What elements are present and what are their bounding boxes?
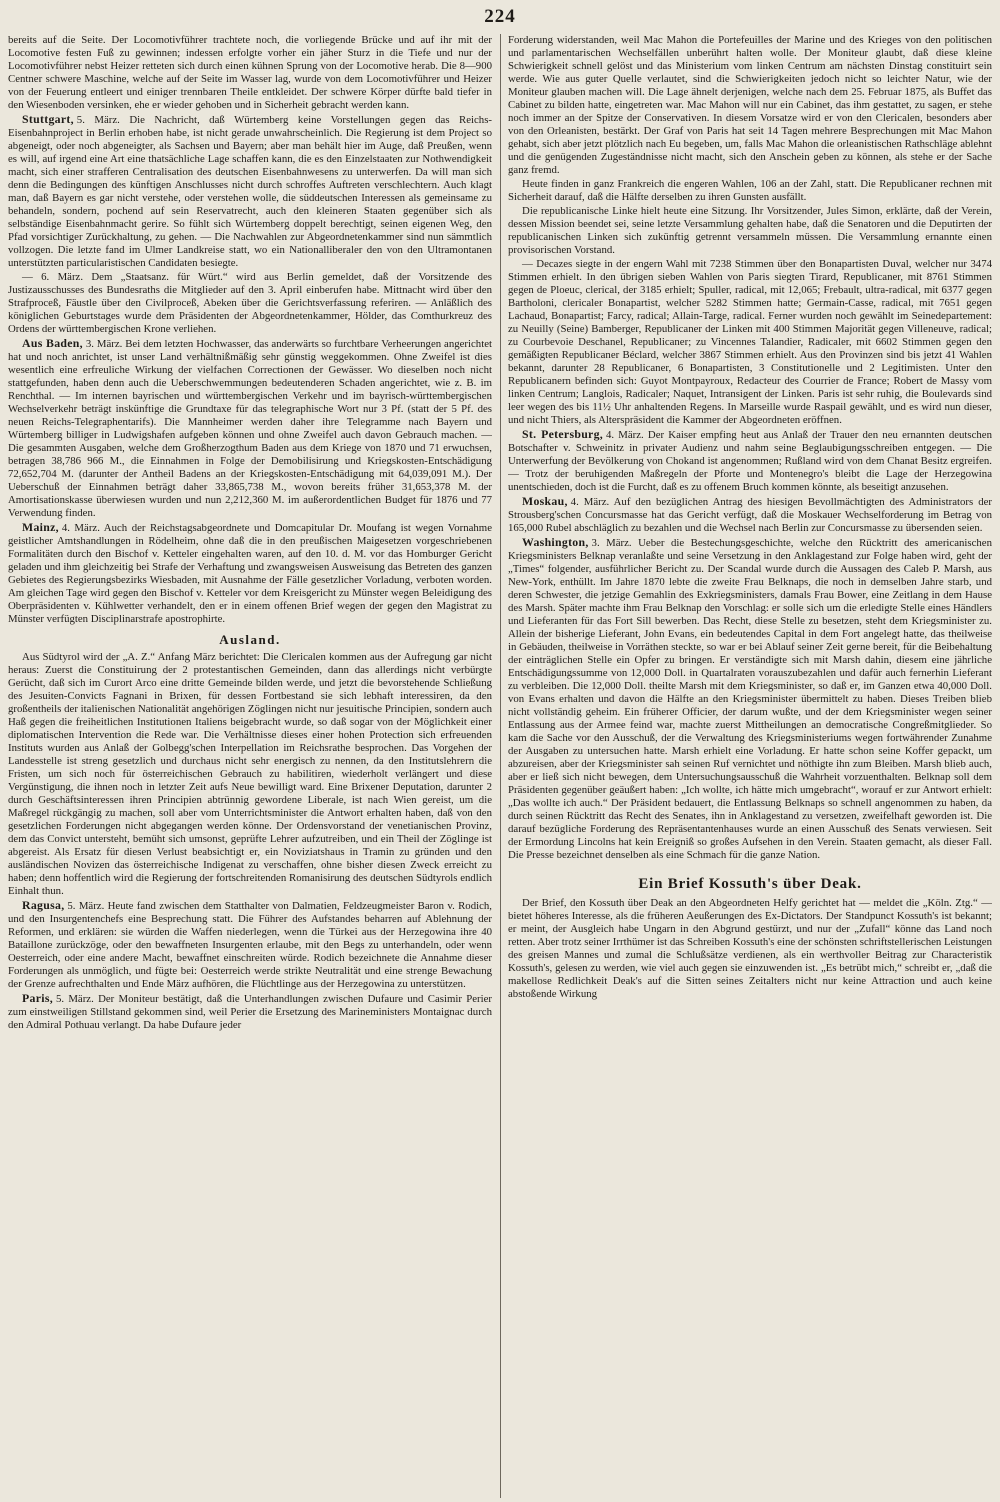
paragraph-text: 4. März. Auf den bezüglichen Antrag des hiesigen Bevollmächtigten des Administrators der Strousberg'schen Concursmasse hat das Gericht verfügt, daß die Moskauer Wechselforderung im Betrag von 165,000 Rubel abschläglich zu bezahlen und die Wechsel nach Berlin zur Concursmasse zu übersenden seien. [508,496,992,534]
columns [8,34,992,1498]
article-paragraph [8,521,492,626]
paragraph-text: 3. März. Bei dem letzten Hochwasser, das anderwärts so furchtbare Verheerungen angerichtet hat und noch anrichtet, ist unser Land verhältnißmäßig sehr günstig weggekommen. Ohne Zweifel ist dies wesentlich eine erfreuliche Wirkung der vielfachen Correctionen der Gewässer. Wo dieselben noch nicht stattgefunden, haben denn auch die Ueberschwemmungen bedeutenderen Schaden angerichtet, wie z. B. im Renchthal. — Im internen bayrischen und württembergischen Verkehr und im bayrisch-württembergischen Wechselverkehr beträgt inskünftige die Grundtaxe für das telegraphische Wort nur 3 Pf. (statt der 5 Pf. des neuen Reichs-Telegraphentarifs). Die Mannheimer werden daher ihre Telegramme nach Bayern und Würtemberg billiger in Ludwigshafen aufgeben können und ohne Zweifel auch davon Gebrauch machen. — Die gesammten Ausgaben, welche dem Großherzogthum Baden aus dem Kriege von 1870 und 71 erwuchsen, betragen 38,786 966 M., die Einnahmen in Folge der Demobilisirung und Kriegskosten-Entschädigung 72,652,704 M. (darunter der Antheil Badens an der Kriegskosten-Entschädigung mit 64,039,091 M.). Der Ueberschuß der Einnahmen beträgt daher 33,865,738 M., wovon bereits früher 31,653,378 M. der Amortisationskasse überwiesen wurden und nun 2,212,360 M. im außerordentlichen Budget für 1876 und 77 Verwendung finden. [8,338,492,519]
column-rule [500,34,501,1498]
paragraph-text: 3. März. Ueber die Bestechungsgeschichte, welche den Rücktritt des americanischen Kriegsministers Belknap veranlaßte und seine Versetzung in den Anklagestand zur Folge haben wird, geht der „Times“ folgender, ausführlicher Bericht zu. Der Scandal wurde durch die Aussagen des Caleb P. Marsh, aus New-York, enthüllt. Im Jahre 1870 lebte die zweite Frau Belknaps, die noch in demselben Jahre starb, und deren Schwester, die jetzige Gemahlin des Exkriegsministers, damals Frau Bower, eine Zeitlang in dem Hause des Marsh. Später machte ihm Frau Belknap den Vorschlag: er solle sich um die erledigte Stelle eines Händlers und Lieferanten für das Fort Sill bewerben. Das Recht, diese Stelle zu besetzen, steht dem Kriegsminister zu. Allein der bisherige Lieferant, John Evans, ein bedeutendes Capital in dem Fort angelegt hatte, das theilweise in Gebäuden, theilweise in Vorräthen steckte, so war er bei Ablauf seiner Zeit gerne bereit, für die Beibehaltung der einträglichen Stelle ein Opfer zu bringen. Er verständigte sich mit Marsh dahin, diesem eine jährliche Entschädigungssumme von 12,000 Doll. in Quartalraten vorauszubezahlen und dafür auch fernerhin Lieferant zu verbleiben. Die 12,000 Doll. theilte Marsh mit dem Kriegsminister, so daß er, im Ganzen etwa 40,000 Doll. von Evans erhalten und davon die Hälfte an den Kriegsminister übermittelt zu haben. Dieses Treiben blieb nicht vollständig geheim. Ein früherer Officier, der darum wußte, und der dem Kriegsminister wegen seiner Entlassung aus der Armee feind war, machte zuerst Mittheilungen an democratische Congreßmitglieder. So kam die Sache vor den Ausschuß, der die Verwaltung des Kriegsministeriums wegen fortwährender Zunahme der Ausgaben zu untersuchen hatte. Marsh erhielt eine Vorladung. Er hatte schon seine Koffer gepackt, um abzureisen, aber der Kriegsminister sah seinen Ruf vernichtet und nöthigte ihn zum Bleiben. Marsh blieb auch, aber er ließ sich nicht bewegen, dem Untersuchungsausschuß die Wahrheit vorzuenthalten. Belknap soll dem Präsidenten gegenüber geäußert haben: „Ich wollte, ich hätte mich umgebracht“, worauf er zur Antwort erhielt: „Das wollte ich auch.“ Der Präsident bedauert, die Entlassung Belknaps so schnell angenommen zu haben, da durch seinen Rücktritt das Recht des Senates, ihn in Anklagestand zu versetzen, zweifelhaft geworden ist. Die darauf bezügliche Forderung des Repräsentantenhauses wurde an einen Ausschuß des Senats verwiesen. Seit der Ermordung Lincolns hat kein Ereigniß so großes Aufsehen in den Verein. Staaten gemacht, als dieser Fall. Die Presse bezeichnet denselben als eine Schmach für die ganze Nation. [508,537,992,861]
article-paragraph [8,651,492,898]
paragraph-text: — Decazes siegte in der engern Wahl mit 7238 Stimmen über den Bonapartisten Duval, welcher nur 3474 Stimmen erhielt. In den übrigen sieben Wahlen von Paris siegten Tirard, Republicaner, mit 8761 Stimmen gegen de Ploeuc, clerical, der 3185 erhielt; Spuller, radical, mit 12,065; Frebault, ultra-radical, mit 6377 gegen Bartholoni, clericaler Bonapartist, welcher 5282 Stimmen hatte; Germain-Casse, radical, mit 7651 gegen Lachaud, Bonapartist; Farcy, radical; Allain-Targe, radical. Ferner wurden noch gewählt im Seinedepartement: zu Neuilly (Seine) Bamberger, Republicaner der Linken mit 400 Stimmen Majorität gegen Villeneuve, radical; zu Courbevoie Deschanel, Republicaner; zu Vincennes Talandier, Radicaler, mit 6602 Stimmen gegen den gemäßigten Republicaner Béclard, welcher 3867 Stimmen erhielt. Aus den Provinzen sind bis jetzt 41 Wahlen bekannt, darunter 28 Republicaner, 6 Bonapartisten, 3 Constitutionelle und 2 Legitimisten. Unter den Republicanern befinden sich: Guyot Montpayroux, Redacteur des Courrier de France; Robert de Massy vom linken Centrum; Langlois, Radicaler; Naquet, Intransigent der Linken. Paris ist sehr ruhig, die Boulevards sind leer wegen des bis 11½ Uhr anhaltenden Regens. In Marseille wurde Raspail gewählt, und es wird nun dieser, und nicht Thiers, als Alterspräsident die Kammer der Abgeordneten eröffnen. [508,258,992,426]
dateline: St. Petersburg, [522,427,604,441]
paragraph-text: Heute finden in ganz Frankreich die engeren Wahlen, 106 an der Zahl, statt. Die Republicaner rechnen mit Sicherheit darauf, daß die Hälfte derselben zu ihren Gunsten ausfällt. [508,178,992,203]
dateline: Ragusa, [22,898,65,912]
paragraph-text: Aus Südtyrol wird der „A. Z.“ Anfang März berichtet: Die Clericalen kommen aus der Aufregung gar nicht heraus: Zuerst die Constituirung der 2 protestantischen Gemeinden, dann das allerdings nicht verbürgte Gerücht, daß sich im Curort Arco eine dritte Gemeinde bilden werde, und jetzt die bevorstehende Schließung des Jesuiten-Convicts Fagnani in Brixen, für dessen Fortbestand sie sich lebhaft interessiren, da den großentheils der italienischen Nationalität angehörigen Zöglingen nicht nur jesuitische Principien, sondern auch Haß gegen die freiheitlichen Institutionen Italiens beigebracht wurde, so daß sogar von der Möglichkeit einer diplomatischen Intervention die Rede war. Die Verhältnisse dieses einer hohen Protection sich erfreuenden Instituts wurden aus Anlaß der Golbegg'schen Interpellation im Reichsrathe besprochen. Das Vorgehen der Landesstelle ist streng gesetzlich und durchaus nicht sehr energisch zu nennen, da den Institutslehrern die Fristen, um sich noch für österreichischen Gebrauch zu habilitiren, wiederholt verlängert und diese Vergünstigung, die ihnen noch in letzter Zeit aufs Neue bewilligt ward. Eine Brixener Deputation, darunter 2 durch Geschäftsinteressen ihren Principien abtrünnig gewordene Liberale, ist nach Wien gereist, um die Maßregel rückgängig zu machen, soll aber vom Unterrichtsminister die Antwort erhalten haben, daß von den gesetzlichen Forderungen nicht abgegangen werden könne. Der Ordensvorstand der venetianischen Provinz, dem das Convict untersteht, bemüht sich umsonst, geprüfte Lehrer aufzutreiben, und ein Theil der Zöglinge ist abgereist. Als Ersatz für diesen Verlust beabsichtigt er, ein Noviziatshaus in Tramin zu gründen und den ausländischen Novizen das österreichische Indigenat zu verschaffen, ohne bisher diesen Zweck erreicht zu haben; denn hoffentlich wird die Regierung der fortschreitenden Romanisirung des deutschen Südtyrols endlich Einhalt thun. [8,651,492,897]
article-heading: Ein Brief Kossuth's über Deak. [638,876,862,892]
dateline: Paris, [22,991,53,1005]
article-paragraph [8,992,492,1032]
paragraph-text: 5. März. Die Nachricht, daß Würtemberg keine Vorstellungen gegen das Reichs-Eisenbahnproject in Berlin erhoben habe, ist nicht gerade unwahrscheinlich. Die Regierung ist dem Project so abgeneigt, oder noch abgeneigter, als Sachsen und Bayern; aber man behält hier im Auge, daß Preußen, wenn es will, auf irgend eine Art eine thatsächliche Lage schaffen kann, die es den Einzelstaaten zur Nothwendigkeit macht, sich einer strafferen Centralisation des deutschen Eisenbahnwesens zu unterwerfen. Da will man sich denn die Bedingungen des künftigen Anschlusses nicht durch schroffes Auftreten verschlechtern. Auch klagt man, daß Bayern es gar nicht verstehe, oder verstehen wolle, die süddeutschen Interessen als gemeinsame zu behandeln, sondern, pochend auf sein Reservatrecht, auch den kleineren Staaten gegenüber sich als selbständige Eisenbahnmacht gerire. So fühlt sich Würtemberg doppelt berechtigt, seinen eigenen Weg, den Pfad vorsichtiger Zurückhaltung, zu gehen. — Die Nachwahlen zur Abgeordnetenkammer sind nun sämmtlich vollzogen. Die letzte fand im Ulmer Landkreise statt, wo ein Nationalliberaler den von den Ultramontanen unterstützten particularistischen Candidaten besiegte. [8,114,492,269]
dateline: Stuttgart, [22,112,74,126]
article-paragraph [8,113,492,270]
article-paragraph [508,536,992,862]
article-paragraph [508,495,992,535]
paragraph-text: bereits auf die Seite. Der Locomotivführer trachtete noch, die vorliegende Brücke und auf ihr mit der Locomotive festen Fuß zu gewinnen; indessen erfolgte vorher ein jäher Sturz in die Tiefe und nur der Locomotivführer nebst Heizer retteten sich durch einen kühnen Sprung von der Locomotive herab. Die 8—900 Centner schwere Maschine, welche auf der Seite im Wasser lag, wurde von dem Locomotivführer und Heizer von der Feuerung entleert und einiger trennbaren Theile entkleidet. Der schwere Körper dürfte bald tiefer in den Wiesenboden versinken, ehe er wieder gehoben und in Sicherheit gebracht werden kann. [8,34,492,111]
article-paragraph [8,34,492,112]
article-paragraph [8,337,492,520]
section-heading: Ausland. [219,632,281,647]
article-paragraph [8,899,492,991]
article-paragraph [508,178,992,204]
article-paragraph [508,34,992,177]
page-number: 224 [484,6,516,27]
paragraph-text: 4. März. Auch der Reichstagsabgeordnete und Domcapitular Dr. Moufang ist wegen Vornahme geistlicher Amtshandlungen in Rödelheim, ohne daß die in den preußischen Maigesetzen vorgeschriebenen Formalitäten durch den Bischof v. Ketteler eingehalten waren, auf den 10. d. M. vor das Homburger Gericht geladen und ihm gleichzeitig bei Strafe der Verhaftung und zwangsweisen Ausweisung das Betreten des ganzen Gebietes des Regierungsbezirks Wiesbaden, mit Ausnahme der Fälle gesetzlicher Vorladung, verboten worden. Am gleichen Tage wird gegen den Bischof v. Ketteler vor dem Kreisgericht zu Münster wegen Beleidigung des Oberpräsidenten v. Kühlwetter verhandelt, den er in einem offenen Brief wegen der gegen den Magistrat zu Münster verfügten Disciplinarstrafe apostrophirte. [8,522,492,625]
right-column [508,34,992,1498]
article-paragraph [508,205,992,257]
paragraph-text: Forderung widerstanden, weil Mac Mahon die Portefeuilles der Marine und des Krieges von den politischen und parlamentarischen Wechselfällen unberührt halten wolle. Der Moniteur glaubt, daß diese kleine Schwierigkeit schnell gelöst und das Ministerium vom linken Centrum am nächsten Dinstag constituirt sein werde. Wie aus guter Quelle verlautet, sind die Schwierigkeiten jedoch nicht so leichter Natur, wie der Moniteur glauben machen will. Die Lage ähnelt derjenigen, welche nach dem 25. Februar 1875, als Buffet das Cabinet zu bilden hatte, eingetreten war. Mac Mahon will nur ein Cabinet, das ihm gestattet, zu sagen, er stehe noch immer an der Spitze der Conservativen. In diesem Vorsatze wird er von den Clericalen, besonders aber von den Orleanisten, bestärkt. Der Graf von Paris hat seit 14 Tagen mehrere Besprechungen mit Mac Mahon gehabt, sich aber jetzt plötzlich nach Eu begeben, um, falls Mac Mahon die orleanistischen Rathschläge ablehnt und die genügenden Zugeständnisse nicht macht, sich den Anschein geben zu können, als stehe er der Sache ganz fremd. [508,34,992,176]
dateline: Mainz, [22,520,59,534]
paragraph-text: 4. März. Der Kaiser empfing heut aus Anlaß der Trauer den neu ernannten deutschen Botschafter v. Schweinitz in privater Audienz und nahm seine Beglaubigungsschreiben entgegen. — Die Unterwerfung der Bevölkerung von Chokand ist angenommen; Rußland wird von dem Chanat Besitz ergreifen. — Trotz der beruhigenden Maßregeln der Pforte und Montenegro's bleibt die Lage der Herzegowina unentschieden, doch ist die Furcht, daß es zu offenem Bruch kommen könnte, als beseitigt anzusehen. [508,429,992,493]
left-column [8,34,492,1498]
paragraph-text: Die republicanische Linke hielt heute eine Sitzung. Ihr Vorsitzender, Jules Simon, erklärte, daß der Verein, dessen Mission beendet sei, seine letzte Versammlung gehalten habe, daß die Senatoren und die Deputirten der republicanischen Linken sich zukünftig getrennt versammeln müssen. Die Versammlung ernannte einen provisorischen Vorstand. [508,205,992,256]
paragraph-text: 5. März. Heute fand zwischen dem Statthalter von Dalmatien, Feldzeugmeister Baron v. Rodich, und den Insurgentenchefs eine Besprechung statt. Die Führer des Aufstandes beharren auf Ablehnung der Reformen, und erklären: sie würden die Waffen niederlegen, wenn die Türkei aus der Herzegowina ihre 40 Bataillone zurückzöge, oder den bewaffneten Insurgenten erlaube, mit den Begs zu unterhandeln, oder wenn Oesterreich, oder eine andere Macht, bewaffnet einschreiten würde. Rodich bezeichnete die Annahme dieser Forderungen als unmöglich, und fügte bei: Oesterreich werde strikte Neutralität und eine strenge Bewachung der Grenze aufrechthalten und Ende März aufhören, die Flüchtlinge aus der Herzegowina zu unterstützen. [8,900,492,990]
dateline: Moskau, [522,494,568,508]
dateline: Washington, [522,535,589,549]
paragraph-text: — 6. März. Dem „Staatsanz. für Würt.“ wird aus Berlin gemeldet, daß der Vorsitzende des Justizausschusses des Bundesraths die Mitglieder auf den 3. April einberufen habe. Mittnacht wird über den Strafproceß, Fäustle über den Civilproceß, Abeken über die Gerichtsverfassung referiren. — Anläßlich des königlichen Geburtstages wurde dem Präsidenten der Abgeordnetenkammer, Hölder, das Comthurkreuz des Ordens der württembergischen Krone verliehen. [8,271,492,335]
paragraph-text: Der Brief, den Kossuth über Deak an den Abgeordneten Helfy gerichtet hat — meldet die „Köln. Ztg.“ — bietet höheres Interesse, als die früheren Aeußerungen des Ex-Dictators. Der Standpunct Kossuth's ist bekannt; er meint, der Ausgleich habe Ungarn in den Abgrund gestürzt, und nur der „Zufall“ könne das Land noch retten. Aber trotz seiner Irrthümer ist das Schreiben Kossuth's eine der schönsten schriftstellerischen Leistungen des greisen Mannes und zumal die Schlußsätze verdienen, als ein werthvoller Beitrag zur Characteristik Kossuth's, gelesen zu werden, wie viel auch gegen sie einzuwenden ist. „Es betrübt mich,“ schreibt er, „daß die makellose Redlichkeit Deak's auf die Sitten seines Zeitalters nicht nur keine Attraction und auch keine abstoßende Wirkung [508,897,992,1000]
dateline: Aus Baden, [22,336,83,350]
article-paragraph [508,897,992,1001]
article-paragraph [508,428,992,494]
article-paragraph [508,258,992,427]
article-paragraph [8,271,492,336]
paragraph-text: 5. März. Der Moniteur bestätigt, daß die Unterhandlungen zwischen Dufaure und Casimir Perier zum einstweiligen Stillstand gekommen sind, weil Perier die Ersetzung des Marineministers Montaignac durch den Admiral Pothuau verlangt. Da habe Dufaure jeder [8,993,492,1031]
